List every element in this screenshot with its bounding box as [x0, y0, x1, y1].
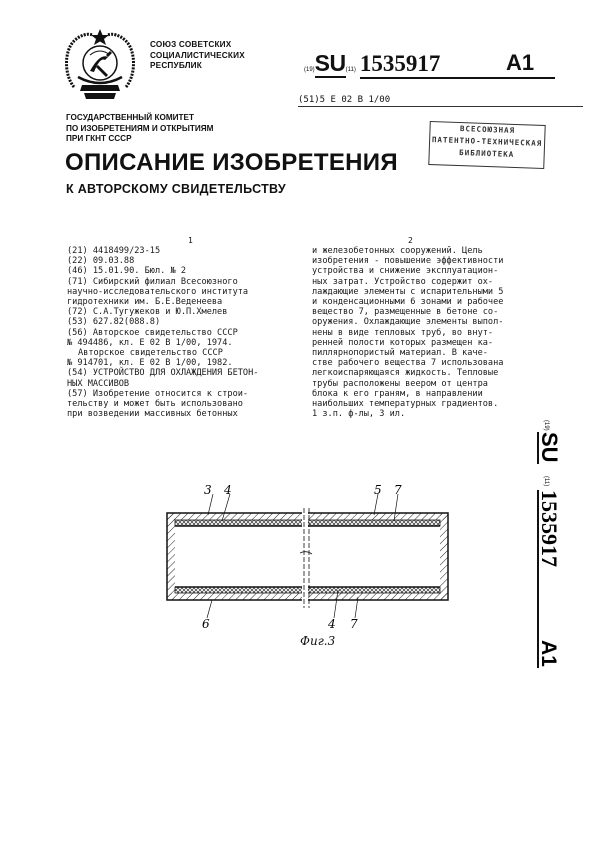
- text-line: (71) Сибирский филиал Всесоюзного: [67, 276, 238, 287]
- patent-number: 1535917: [537, 490, 562, 567]
- library-stamp: [428, 121, 545, 169]
- part-label: 7: [394, 483, 402, 497]
- text-line: (72) С.А.Тугужеков и Ю.П.Хмелев: [67, 307, 228, 318]
- country-name: [150, 40, 245, 72]
- part-label: 7: [350, 617, 358, 631]
- patent-kind: A1: [537, 640, 560, 667]
- figure-3-drawing: [150, 480, 450, 655]
- text-line: ренней полости которых размещен ка-: [312, 337, 494, 348]
- stamp-line: БИБЛИОТЕКА: [458, 148, 515, 159]
- patent-kind: A1: [506, 50, 535, 75]
- text-line: (22) 09.03.88: [67, 256, 135, 267]
- stamp-line: ВСЕСОЮЗНАЯ: [459, 124, 516, 135]
- text-line: Авторское свидетельство СССР: [78, 348, 223, 359]
- ipc-classification: (51)5 Е 02 В 1/00: [298, 95, 583, 107]
- text-line: 1 з.п. ф-лы, 3 ил.: [312, 409, 406, 420]
- column-number: 2: [408, 236, 413, 245]
- country-line: РЕСПУБЛИК: [150, 61, 202, 70]
- text-line: (54) УСТРОЙСТВО ДЛЯ ОХЛАЖДЕНИЯ БЕТОН-: [67, 368, 259, 379]
- text-line: стве рабочего вещества 7 использована: [312, 358, 504, 369]
- committee-line: ГОСУДАРСТВЕННЫЙ КОМИТЕТ: [66, 113, 195, 122]
- text-line: (21) 4418499/23-15: [67, 246, 161, 256]
- part-label: 3: [204, 483, 212, 497]
- text-line: вещество 7, размещенные в бетоне со-: [312, 307, 499, 318]
- column-number: 1: [188, 236, 193, 245]
- country-line: СОЦИАЛИСТИЧЕСКИХ: [150, 50, 245, 60]
- text-line: № 914701, кл. Е 02 В 1/00, 1982.: [67, 358, 233, 369]
- country-line: СОЮЗ СОВЕТСКИХ: [150, 40, 232, 49]
- text-line: № 494486, кл. Е 02 В 1/00, 1974.: [67, 337, 233, 348]
- text-line: блока к его граням, в направлении: [312, 388, 483, 399]
- text-line: изобретения - повышение эффективности: [312, 256, 504, 267]
- text-line: наибольших температурных градиентов.: [312, 399, 499, 410]
- text-line: оружения. Охлаждающие элементы выпол-: [312, 317, 504, 328]
- part-label: 4: [328, 617, 336, 631]
- text-line: (53) 627.82(088.8): [67, 317, 161, 328]
- text-line: ных затрат. Устройство содержит ох-: [312, 276, 494, 287]
- text-line: (57) Изобретение относится к строи-: [67, 388, 249, 399]
- country-code-label: (19): [304, 67, 315, 73]
- text-line: гидротехники им. Б.Е.Веденеева: [67, 297, 223, 308]
- patent-number: 1535917: [360, 51, 555, 79]
- document-title: ОПИСАНИЕ ИЗОБРЕТЕНИЯ: [65, 149, 398, 176]
- text-line: и конденсационными 6 зонами и рабочее: [312, 297, 504, 308]
- committee-line: ПРИ ГКНТ СССР: [66, 134, 132, 143]
- text-line: трубы расположены веером от центра: [312, 378, 488, 389]
- text-line: (56) Авторское свидетельство СССР: [67, 327, 238, 338]
- abstract-column: [312, 246, 557, 419]
- country-code-label: (19): [543, 420, 549, 431]
- text-line: научно-исследовательского института: [67, 286, 249, 297]
- text-line: (46) 15.01.90. Бюл. № 2: [67, 266, 186, 277]
- text-line: НЫХ МАССИВОВ: [67, 378, 130, 389]
- number-code-label: (11): [345, 67, 356, 73]
- number-code-label: (11): [543, 476, 549, 487]
- document-subtitle: К АВТОРСКОМУ СВИДЕТЕЛЬСТВУ: [66, 182, 286, 196]
- committee-line: ПО ИЗОБРЕТЕНИЯМ И ОТКРЫТИЯМ: [66, 123, 214, 133]
- side-patent-number: [530, 418, 570, 678]
- part-label: 5: [374, 483, 382, 497]
- text-line: нены в виде тепловых труб, во внут-: [312, 327, 494, 338]
- part-label: 6: [202, 617, 210, 631]
- text-line: тельству и может быть использовано: [67, 399, 243, 410]
- text-line: при возведении массивных бетонных: [67, 409, 238, 420]
- stamp-line: ПАТЕНТНО-ТЕХНИЧЕСКАЯ: [431, 135, 543, 148]
- patent-number-block: [304, 50, 555, 79]
- text-line: легкоиспаряющаяся жидкость. Тепловые: [312, 368, 499, 379]
- ussr-emblem-icon: [60, 27, 140, 103]
- country-code: SU: [537, 432, 562, 463]
- text-line: и железобетонных сооружений. Цель: [312, 246, 483, 256]
- committee-name: [66, 113, 213, 145]
- bibliographic-column: [67, 246, 302, 419]
- text-line: пиллярнопористый материал. В каче-: [312, 348, 488, 359]
- part-label: 4: [224, 483, 232, 497]
- country-code: SU: [314, 50, 346, 76]
- text-line: лаждающие элементы с испарительными 5: [312, 286, 504, 297]
- figure-caption: Фиг.3: [300, 634, 336, 648]
- text-line: устройства и снижение эксплуатацион-: [312, 266, 499, 277]
